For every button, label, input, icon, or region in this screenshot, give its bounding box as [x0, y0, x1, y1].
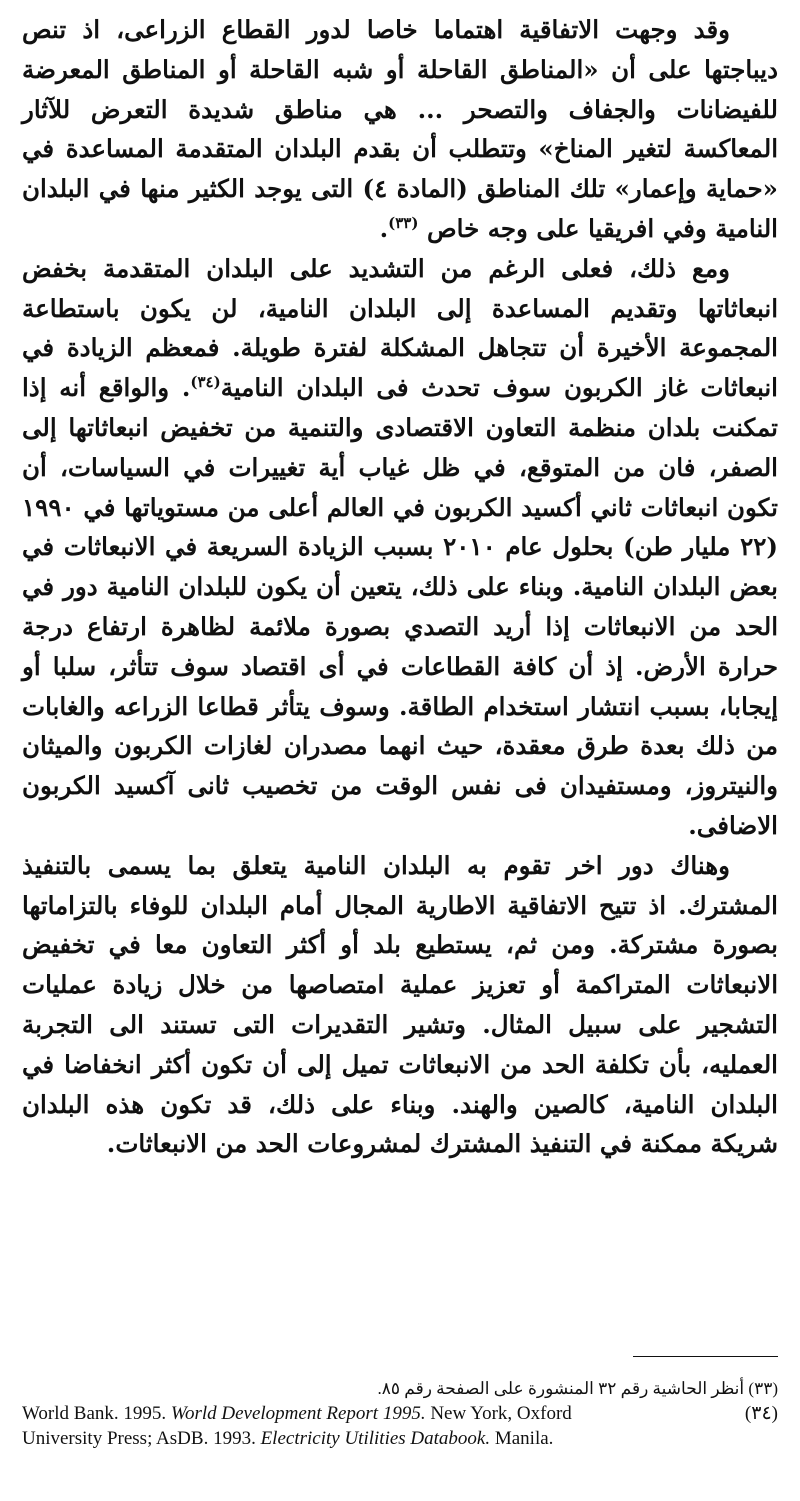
paragraph-2-tail: . والواقع أنه إذا تمكنت بلدان منظمة التعاون الاقتصادى والتنمية من تخفيض انبعاثاتها إلى الصفر، فان من المتوقع، في ظل غياب أية تغييرات في السياسات، أن تكون انبعاثات ثاني أكسيد الكربون في العالم أعلى من مستوياتها في ١٩٩٠ (٢٢ مليار طن) بحلول عام ٢٠١٠ بسبب الزيادة السريعة في الانبعاثات في بعض البلدان النامية. وبناء على ذلك، يتعين أن يكون للبلدان النامية دور في الحد من الانبعاثات إذا أريد التصدي بصورة ملائمة لظاهرة ارتفاع درجة حرارة الأرض. إذ أن كافة القطاعات في أى اقتصاد سوف تتأثر، سلبا أو إيجابا، بسبب انتشار استخدام الطاقة. وسوف يتأثر قطاعا الزراعه والغابات من ذلك بعدة طرق معقدة، حيث انهما مصدران لغازات الكربون والميثان والنيتروز، ومستفيدان فى نفس الوقت من تخصيب ثانى آكسيد الكربون الاضافى. — [22, 373, 778, 840]
paragraph-2 — [22, 249, 778, 846]
footnote-ref-34: (٣٤) — [190, 373, 221, 392]
paragraph-1-tail: . — [379, 213, 389, 243]
footnote-34-part-1: World Bank. 1995. — [22, 1403, 171, 1424]
footnote-34-number: (٣٤) — [744, 1403, 778, 1424]
footnote-33 — [22, 1376, 778, 1401]
footnote-34-title-1: World Development Report 1995. — [170, 1403, 426, 1424]
footnote-34-part-2: New York, Oxford — [425, 1403, 572, 1424]
paragraph-2-text: ومع ذلك، فعلى الرغم من التشديد على البلدان المتقدمة بخفض انبعاثاتها وتقديم المساعدة إلى البلدان النامية، لن يكون باستطاعة المجموعة الأخيرة أن تتجاهل المشكلة لفترة طويلة. فمعظم الزيادة في انبعاثات غاز الكربون سوف تحدث فى البلدان النامية — [22, 253, 778, 403]
paragraph-3-text: وهناك دور اخر تقوم به البلدان النامية يتعلق بما يسمى بالتنفيذ المشترك. اذ تتيح الاتفاقية الاطارية المجال أمام البلدان للوفاء بالتزاماتها بصورة مشتركة. ومن ثم، يستطيع بلد أو أكثر التعاون معا في تخفيض الانبعاثات المتراكمة أو تعزيز عملية امتصاصها من خلال زيادة عمليات التشجير على سبيل المثال. وتشير التقديرات التى تستند الى التجربة العمليه، بأن تكلفة الحد من الانبعاثات تميل إلى أن تكون أكثر انخفاضا في البلدان النامية، كالصين والهند. وبناء على ذلك، قد تكون هذه البلدان شريكة ممكنة في التنفيذ المشترك لمشروعات الحد من الانبعاثات. — [22, 850, 778, 1159]
footnote-34-part-3: University Press; AsDB. 1993. — [22, 1428, 261, 1449]
footnote-33-number: (٣٣) — [748, 1379, 778, 1398]
body-text — [22, 10, 778, 1164]
footnote-34-title-2: Electricity Utilities Databook. — [260, 1428, 491, 1449]
footnote-34-part-4: Manila. — [490, 1428, 554, 1449]
paragraph-1 — [22, 10, 778, 249]
footnote-ref-33: (٣٣) — [388, 213, 419, 232]
paragraph-1-text: وقد وجهت الاتفاقية اهتماما خاصا لدور القطاع الزراعى، اذ تنص ديباجتها على أن «المناطق القاحلة أو شبه القاحلة أو المناطق المعرضة للفيضانات والجفاف والتصحر ... هي مناطق شديدة التعرض للآثار المعاكسة لتغير المناخ» وتتطلب أن بقدم البلدان المتقدمة المساعدة في «حماية وإعمار» تلك المناطق (المادة ٤) التى يوجد الكثير منها في البلدان النامية وفي افريقيا على وجه خاص — [22, 15, 778, 243]
paragraph-3 — [22, 846, 778, 1164]
footnote-divider — [633, 1356, 778, 1357]
footnote-34-line-2 — [22, 1426, 778, 1451]
footnote-34-line-1 — [22, 1401, 778, 1426]
footnote-33-text: أنظر الحاشية رقم ٣٢ المنشورة على الصفحة رقم ٨٥. — [377, 1379, 745, 1398]
footnotes — [22, 1376, 778, 1451]
